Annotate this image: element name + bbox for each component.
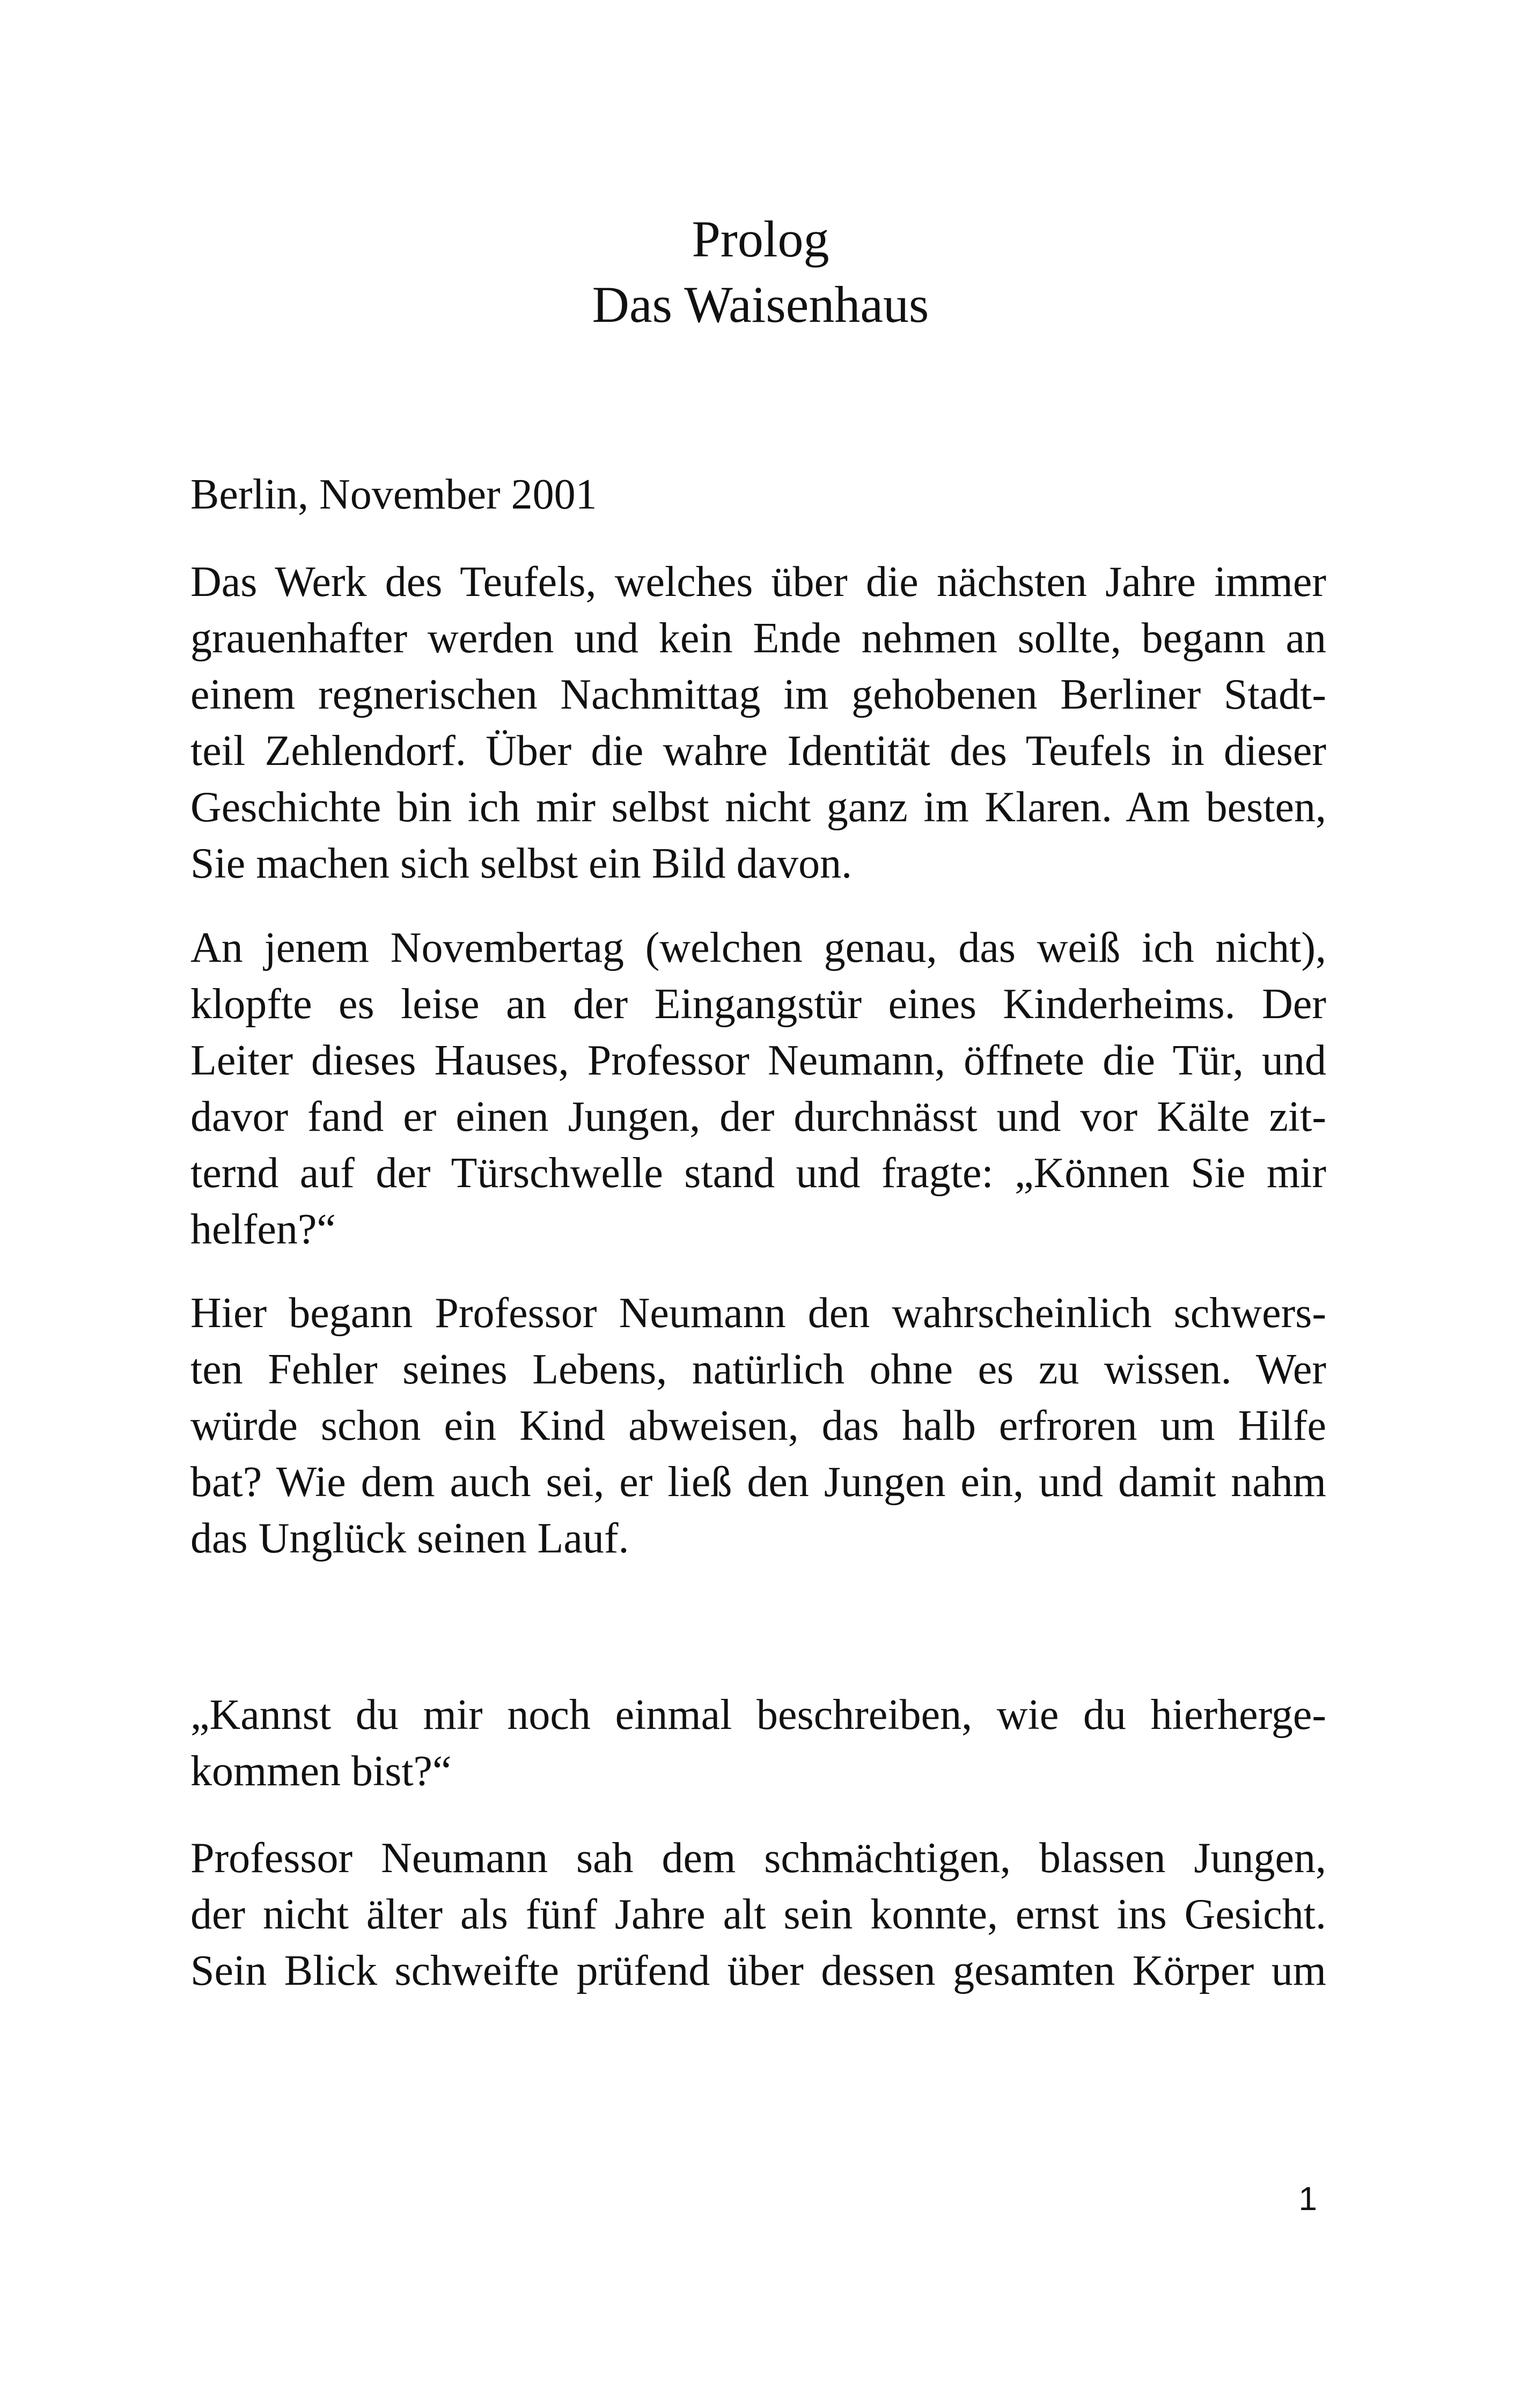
- paragraph-line: einem regnerischen Nachmittag im gehobenen Berliner Stadt-: [190, 671, 1326, 718]
- paragraph-line: Professor Neumann sah dem schmächtigen, blassen Jungen,: [190, 1835, 1326, 1882]
- paragraph-line: Sein Blick schweifte prüfend über dessen gesamten Körper um: [190, 1947, 1326, 1994]
- paragraph-line: „Kannst du mir noch einmal beschreiben, wie du hierherge-: [190, 1691, 1326, 1739]
- paragraph-line: helfen?“: [190, 1206, 336, 1253]
- paragraph-5: [190, 1830, 1326, 1999]
- paragraph-line: Das Werk des Teufels, welches über die nächsten Jahre immer: [190, 558, 1326, 606]
- paragraph-line: An jenem Novembertag (welchen genau, das weiß ich nicht),: [190, 924, 1326, 971]
- paragraph-line: davor fand er einen Jungen, der durchnässt und vor Kälte zit-: [190, 1093, 1326, 1140]
- paragraph-line: ternd auf der Türschwelle stand und fragte: „Können Sie mir: [190, 1150, 1326, 1197]
- paragraph-line: teil Zehlendorf. Über die wahre Identität des Teufels in dieser: [190, 727, 1326, 775]
- paragraph-3: [190, 1285, 1326, 1567]
- paragraph-line: Hier begann Professor Neumann den wahrscheinlich schwers-: [190, 1290, 1326, 1337]
- paragraph-line: ten Fehler seines Lebens, natürlich ohne es zu wissen. Wer: [190, 1346, 1326, 1393]
- chapter-title-block: [0, 207, 1521, 337]
- paragraph-line: Geschichte bin ich mir selbst nicht ganz im Klaren. Am besten,: [190, 784, 1326, 831]
- dateline-block: [190, 467, 1326, 523]
- paragraph-line: Leiter dieses Hauses, Professor Neumann, öffnete die Tür, und: [190, 1037, 1326, 1084]
- chapter-title: Das Waisenhaus: [592, 276, 929, 333]
- dateline: Berlin, November 2001: [190, 471, 597, 518]
- paragraph-line: kommen bist?“: [190, 1748, 452, 1795]
- chapter-heading: Prolog: [692, 210, 829, 268]
- paragraph-line: Sie machen sich selbst ein Bild davon.: [190, 840, 853, 887]
- paragraph-line: das Unglück seinen Lauf.: [190, 1515, 629, 1562]
- page-number: 1: [1298, 2181, 1317, 2218]
- paragraph-2: [190, 920, 1326, 1258]
- paragraph-line: bat? Wie dem auch sei, er ließ den Jungen ein, und damit nahm: [190, 1459, 1326, 1506]
- paragraph-line: klopfte es leise an der Eingangstür eines Kinderheims. Der: [190, 981, 1326, 1028]
- paragraph-1: [190, 554, 1326, 892]
- paragraph-4: [190, 1687, 1326, 1800]
- paragraph-line: der nicht älter als fünf Jahre alt sein konnte, ernst ins Gesicht.: [190, 1891, 1326, 1938]
- paragraph-line: grauenhafter werden und kein Ende nehmen sollte, begann an: [190, 615, 1326, 662]
- paragraph-line: würde schon ein Kind abweisen, das halb erfroren um Hilfe: [190, 1402, 1326, 1449]
